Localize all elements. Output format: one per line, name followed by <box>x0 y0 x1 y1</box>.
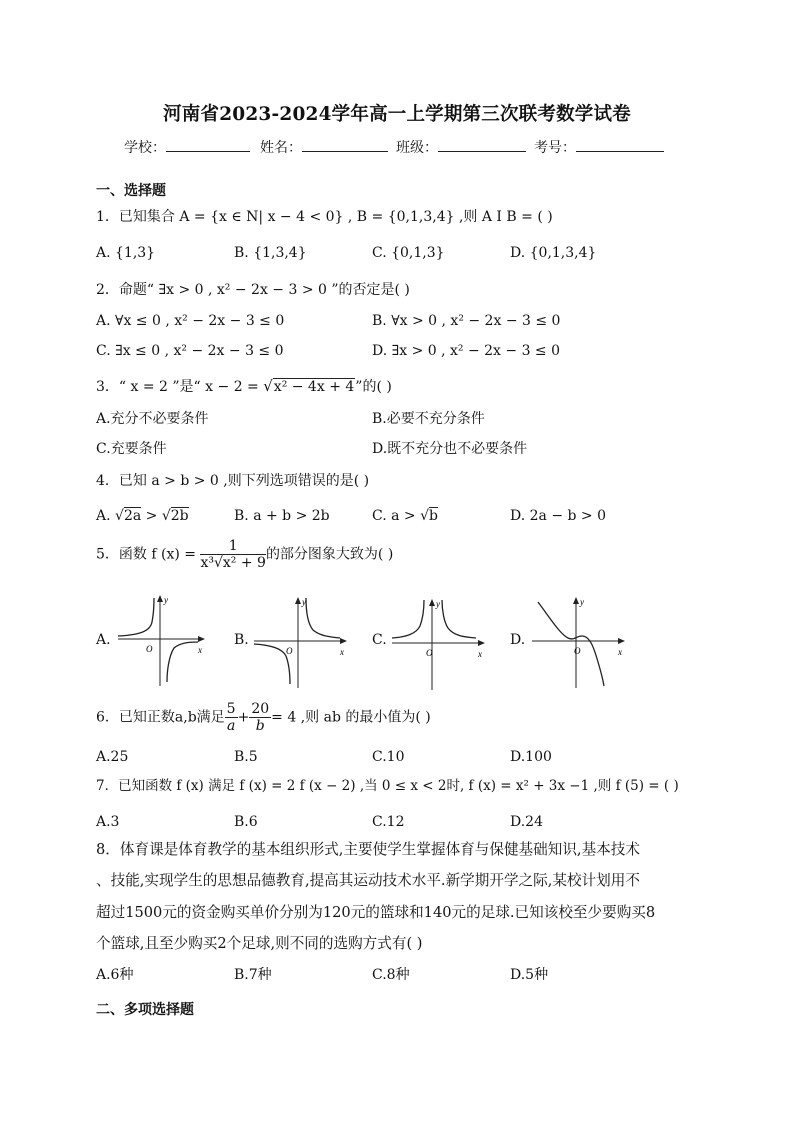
origin-label: O <box>426 648 433 658</box>
question-3-stem: 3．“ x = 2 ”是“ x − 2 = √x² − 4x + 4”的( ) <box>96 377 392 395</box>
q7-option-a: A.3 <box>96 814 120 830</box>
question-7-stem: 7．已知函数 f (x) 满足 f (x) = 2 f (x − 2) ,当 0 ≤ x < 2时, f (x) = x² + 3x −1 ,则 f (5) = ( ) <box>96 778 679 794</box>
page-title: 河南省2023-2024学年高一上学期第三次联考数学试卷 <box>163 104 631 125</box>
question-4-stem: 4．已知 a > b > 0 ,则下列选项错误的是( ) <box>96 473 370 489</box>
q2-option-d: D. ∃x > 0 , x² − 2x − 3 ≤ 0 <box>372 343 561 359</box>
q4-option-b: B. a + b > 2b <box>234 508 330 524</box>
q5-option-c: C. <box>372 632 387 648</box>
class-label: 班级： <box>396 140 438 156</box>
question-8-line-2: 、技能,实现学生的思想品德教育,提高其运动技术水平.新学期开学之际,某校计划用不 <box>96 872 640 889</box>
q2-option-b: B. ∀x > 0 , x² − 2x − 3 ≤ 0 <box>372 313 561 329</box>
sqrt-symbol: √ <box>263 377 273 395</box>
q1-option-b: B. {1,3,4} <box>234 245 307 261</box>
question-6-stem: 6．已知正数a,b满足 $\frac{5}{a}$ + $\frac{20}{b}$ = 4 ,则 ab 的最小值为( ) <box>96 701 431 734</box>
q5-graph-d <box>528 592 638 692</box>
q4-option-c: C. a > √b <box>372 508 438 524</box>
q3-option-d: D.既不充分也不必要条件 <box>372 441 528 457</box>
question-8-line-4: 个篮球,且至少购买2个足球,则不同的选购方式有( ) <box>96 935 423 952</box>
number-field <box>534 139 664 155</box>
section-heading-1: 一、选择题 <box>96 183 166 199</box>
class-blank <box>438 139 526 152</box>
sqrt-radicand: x² − 4x + 4 <box>273 379 355 395</box>
q6-option-d: D.100 <box>510 749 552 765</box>
q8-option-a: A.6种 <box>96 967 134 983</box>
origin-label: O <box>146 644 153 654</box>
q7-option-c: C.12 <box>372 814 405 830</box>
q7-option-d: D.24 <box>510 814 543 830</box>
q2-option-a: A. ∀x ≤ 0 , x² − 2x − 3 ≤ 0 <box>96 313 285 329</box>
question-1-stem: 1．已知集合 A = {x ∈ N| x − 4 < 0} , B = {0,1,3,4} ,则 A I B = ( ) <box>96 209 553 225</box>
name-label: 姓名： <box>260 140 302 156</box>
x-axis-label: x <box>478 649 482 659</box>
q6-fraction-1: $\frac{5}{a}$ <box>226 701 236 734</box>
q8-option-b: B.7种 <box>234 967 272 983</box>
school-label: 学校： <box>124 140 166 156</box>
origin-label: O <box>574 646 581 656</box>
q1-option-a: A. {1,3} <box>96 245 156 261</box>
x-axis-label: x <box>198 645 202 655</box>
number-label: 考号： <box>534 140 576 156</box>
number-blank <box>576 139 664 152</box>
q8-option-c: C.8种 <box>372 967 410 983</box>
q5-graph-c <box>388 594 498 694</box>
q5-graph-b <box>250 592 360 692</box>
q6-fraction-2: $\frac{20}{b}$ <box>251 701 270 734</box>
y-axis-label: y <box>436 599 440 609</box>
q4-option-d: D. 2a − b > 0 <box>510 508 607 524</box>
school-field <box>124 139 250 155</box>
q1-option-d: D. {0,1,3,4} <box>510 245 597 261</box>
x-axis-label: x <box>340 647 344 657</box>
q7-option-b: B.6 <box>234 814 258 830</box>
q2-option-c: C. ∃x ≤ 0 , x² − 2x − 3 ≤ 0 <box>96 343 284 359</box>
y-axis-label: y <box>164 595 168 605</box>
question-5-stem: 5．函数 f (x) = $\frac{1}{\text{x³√x² + 9}}$ 的部分图象大致为( ) <box>96 538 394 571</box>
q6-option-c: C.10 <box>372 749 405 765</box>
question-2-stem: 2．命题“ ∃x > 0 , x² − 2x − 3 > 0 ”的否定是( ) <box>96 282 410 298</box>
q3-option-a: A.充分不必要条件 <box>96 411 209 427</box>
q3-option-b: B.必要不充分条件 <box>372 411 485 427</box>
sqrt-symbol: √ <box>115 508 124 524</box>
q5-option-a: A. <box>96 632 111 648</box>
q4-option-a: A. √2a > √2b <box>96 508 189 524</box>
question-8-line-3: 超过1500元的资金购买单价分别为120元的篮球和140元的足球.已知该校至少要购买8 <box>96 904 656 921</box>
q6-option-a: A.25 <box>96 749 129 765</box>
name-field <box>260 139 388 155</box>
question-8-line-1: 8．体育课是体育教学的基本组织形式,主要使学生掌握体育与保健基础知识,基本技术 <box>96 841 640 858</box>
class-field <box>396 139 526 155</box>
q3-option-c: C.充要条件 <box>96 441 167 457</box>
sqrt-symbol: √ <box>213 555 223 571</box>
sqrt-symbol: √ <box>161 508 171 524</box>
y-axis-label: y <box>580 597 584 607</box>
q5-option-d: D. <box>510 632 526 648</box>
q5-graph-a <box>112 590 212 690</box>
q5-fraction: $\frac{1}{\text{x³√x² + 9}}$ <box>200 538 266 571</box>
origin-label: O <box>286 646 293 656</box>
school-blank <box>166 139 250 152</box>
q1-option-c: C. {0,1,3} <box>372 245 445 261</box>
y-axis-label: y <box>302 597 306 607</box>
q5-option-b: B. <box>234 632 249 648</box>
sqrt-symbol: √ <box>420 508 430 524</box>
q8-option-d: D.5种 <box>510 967 549 983</box>
q6-option-b: B.5 <box>234 749 258 765</box>
name-blank <box>302 139 388 152</box>
section-heading-2: 二、多项选择题 <box>96 1002 194 1018</box>
x-axis-label: x <box>618 647 622 657</box>
